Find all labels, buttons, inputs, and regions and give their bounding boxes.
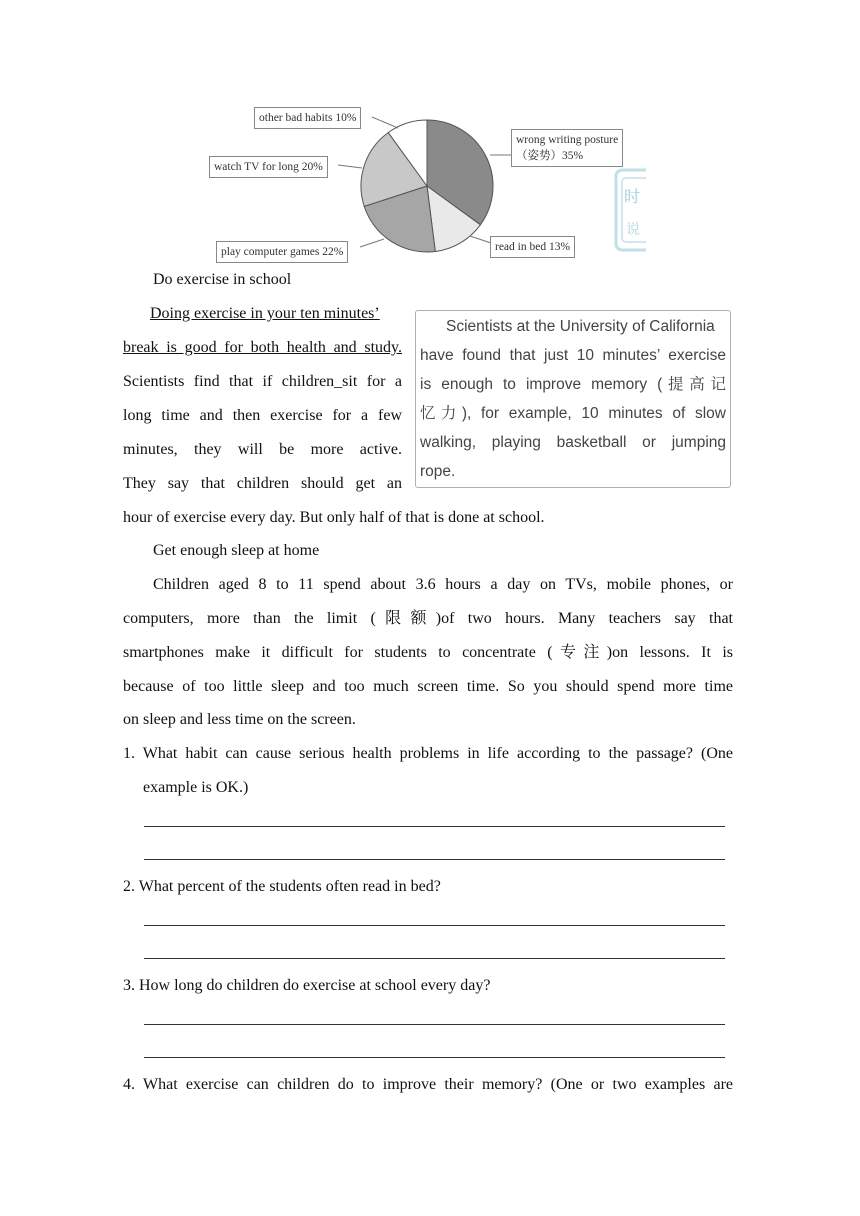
science-sidebox xyxy=(415,310,731,488)
answer-line-2b[interactable] xyxy=(144,958,725,959)
answer-line-1b[interactable] xyxy=(144,859,725,860)
sidebox-line3: is enough to improve memory (提高记 xyxy=(420,376,726,393)
leader-line-computer xyxy=(360,239,384,247)
label-other-bad-habits: other bad habits 10% xyxy=(254,107,361,129)
question-3: 3. How long do children do exercise at school every day? xyxy=(123,977,491,994)
answer-line-3b[interactable] xyxy=(144,1057,725,1058)
svg-text:时: 时 xyxy=(624,187,641,206)
question-4: 4. What exercise can children do to improve their memory? (One or two examples are xyxy=(123,1076,733,1093)
para2-line5: on sleep and less time on the screen. xyxy=(123,711,356,728)
para2-line2: computers, more than the limit (限额)of two hours. Many teachers say that xyxy=(123,610,733,627)
para2-line4: because of too little sleep and too much screen time. So you should spend more time xyxy=(123,678,733,695)
heading-exercise: Do exercise in school xyxy=(153,271,292,288)
para1-line3: Scientists find that if children_sit for a xyxy=(123,373,402,390)
pie-chart xyxy=(0,0,860,270)
question-2: 2. What percent of the students often read in bed? xyxy=(123,878,441,895)
leader-line-tv xyxy=(338,165,362,168)
para1-line6: They say that children should get an xyxy=(123,475,402,492)
svg-text:说: 说 xyxy=(626,222,640,238)
para2-line3: smartphones make it difficult for students to concentrate (专注)on lessons. It is xyxy=(123,644,733,661)
label-writing-posture xyxy=(511,129,623,167)
label-writing-posture-line1: wrong writing posture xyxy=(516,134,619,146)
leader-line-other xyxy=(372,117,398,128)
leader-line-read xyxy=(470,236,491,243)
label-watch-tv: watch TV for long 20% xyxy=(209,156,328,178)
label-read-in-bed: read in bed 13% xyxy=(490,236,575,258)
label-writing-posture-line2: （姿势）35% xyxy=(516,150,584,162)
para1-line5: minutes, they will be more active. xyxy=(123,441,402,458)
pie-slices xyxy=(361,120,493,252)
sidebox-line6: rope. xyxy=(420,463,456,480)
answer-line-1a[interactable] xyxy=(144,826,725,827)
answer-line-3a[interactable] xyxy=(144,1024,725,1025)
para2-line1: Children aged 8 to 11 spend about 3.6 hours a day on TVs, mobile phones, or xyxy=(153,576,733,593)
question-1-line2: example is OK.) xyxy=(143,779,249,796)
sidebox-line1: Scientists at the University of California xyxy=(446,318,715,335)
stamp-watermark xyxy=(610,168,646,254)
heading-sleep: Get enough sleep at home xyxy=(153,542,320,559)
label-computer-games: play computer games 22% xyxy=(216,241,348,263)
sidebox-line2: have found that just 10 minutes’ exercise xyxy=(420,347,726,364)
para1-line4: long time and then exercise for a few xyxy=(123,407,402,424)
question-1-line1: 1. What habit can cause serious health problems in life according to the passage? (One xyxy=(123,745,733,762)
para1-line1: Doing exercise in your ten minutes’ xyxy=(150,305,380,322)
answer-line-2a[interactable] xyxy=(144,925,725,926)
sidebox-line4: 忆力), for example, 10 minutes of slow xyxy=(420,405,726,422)
sidebox-line5: walking, playing basketball or jumping xyxy=(420,434,726,451)
para1-line7: hour of exercise every day. But only half of that is done at school. xyxy=(123,509,545,526)
para1-line2: break is good for both health and study. xyxy=(123,339,402,356)
